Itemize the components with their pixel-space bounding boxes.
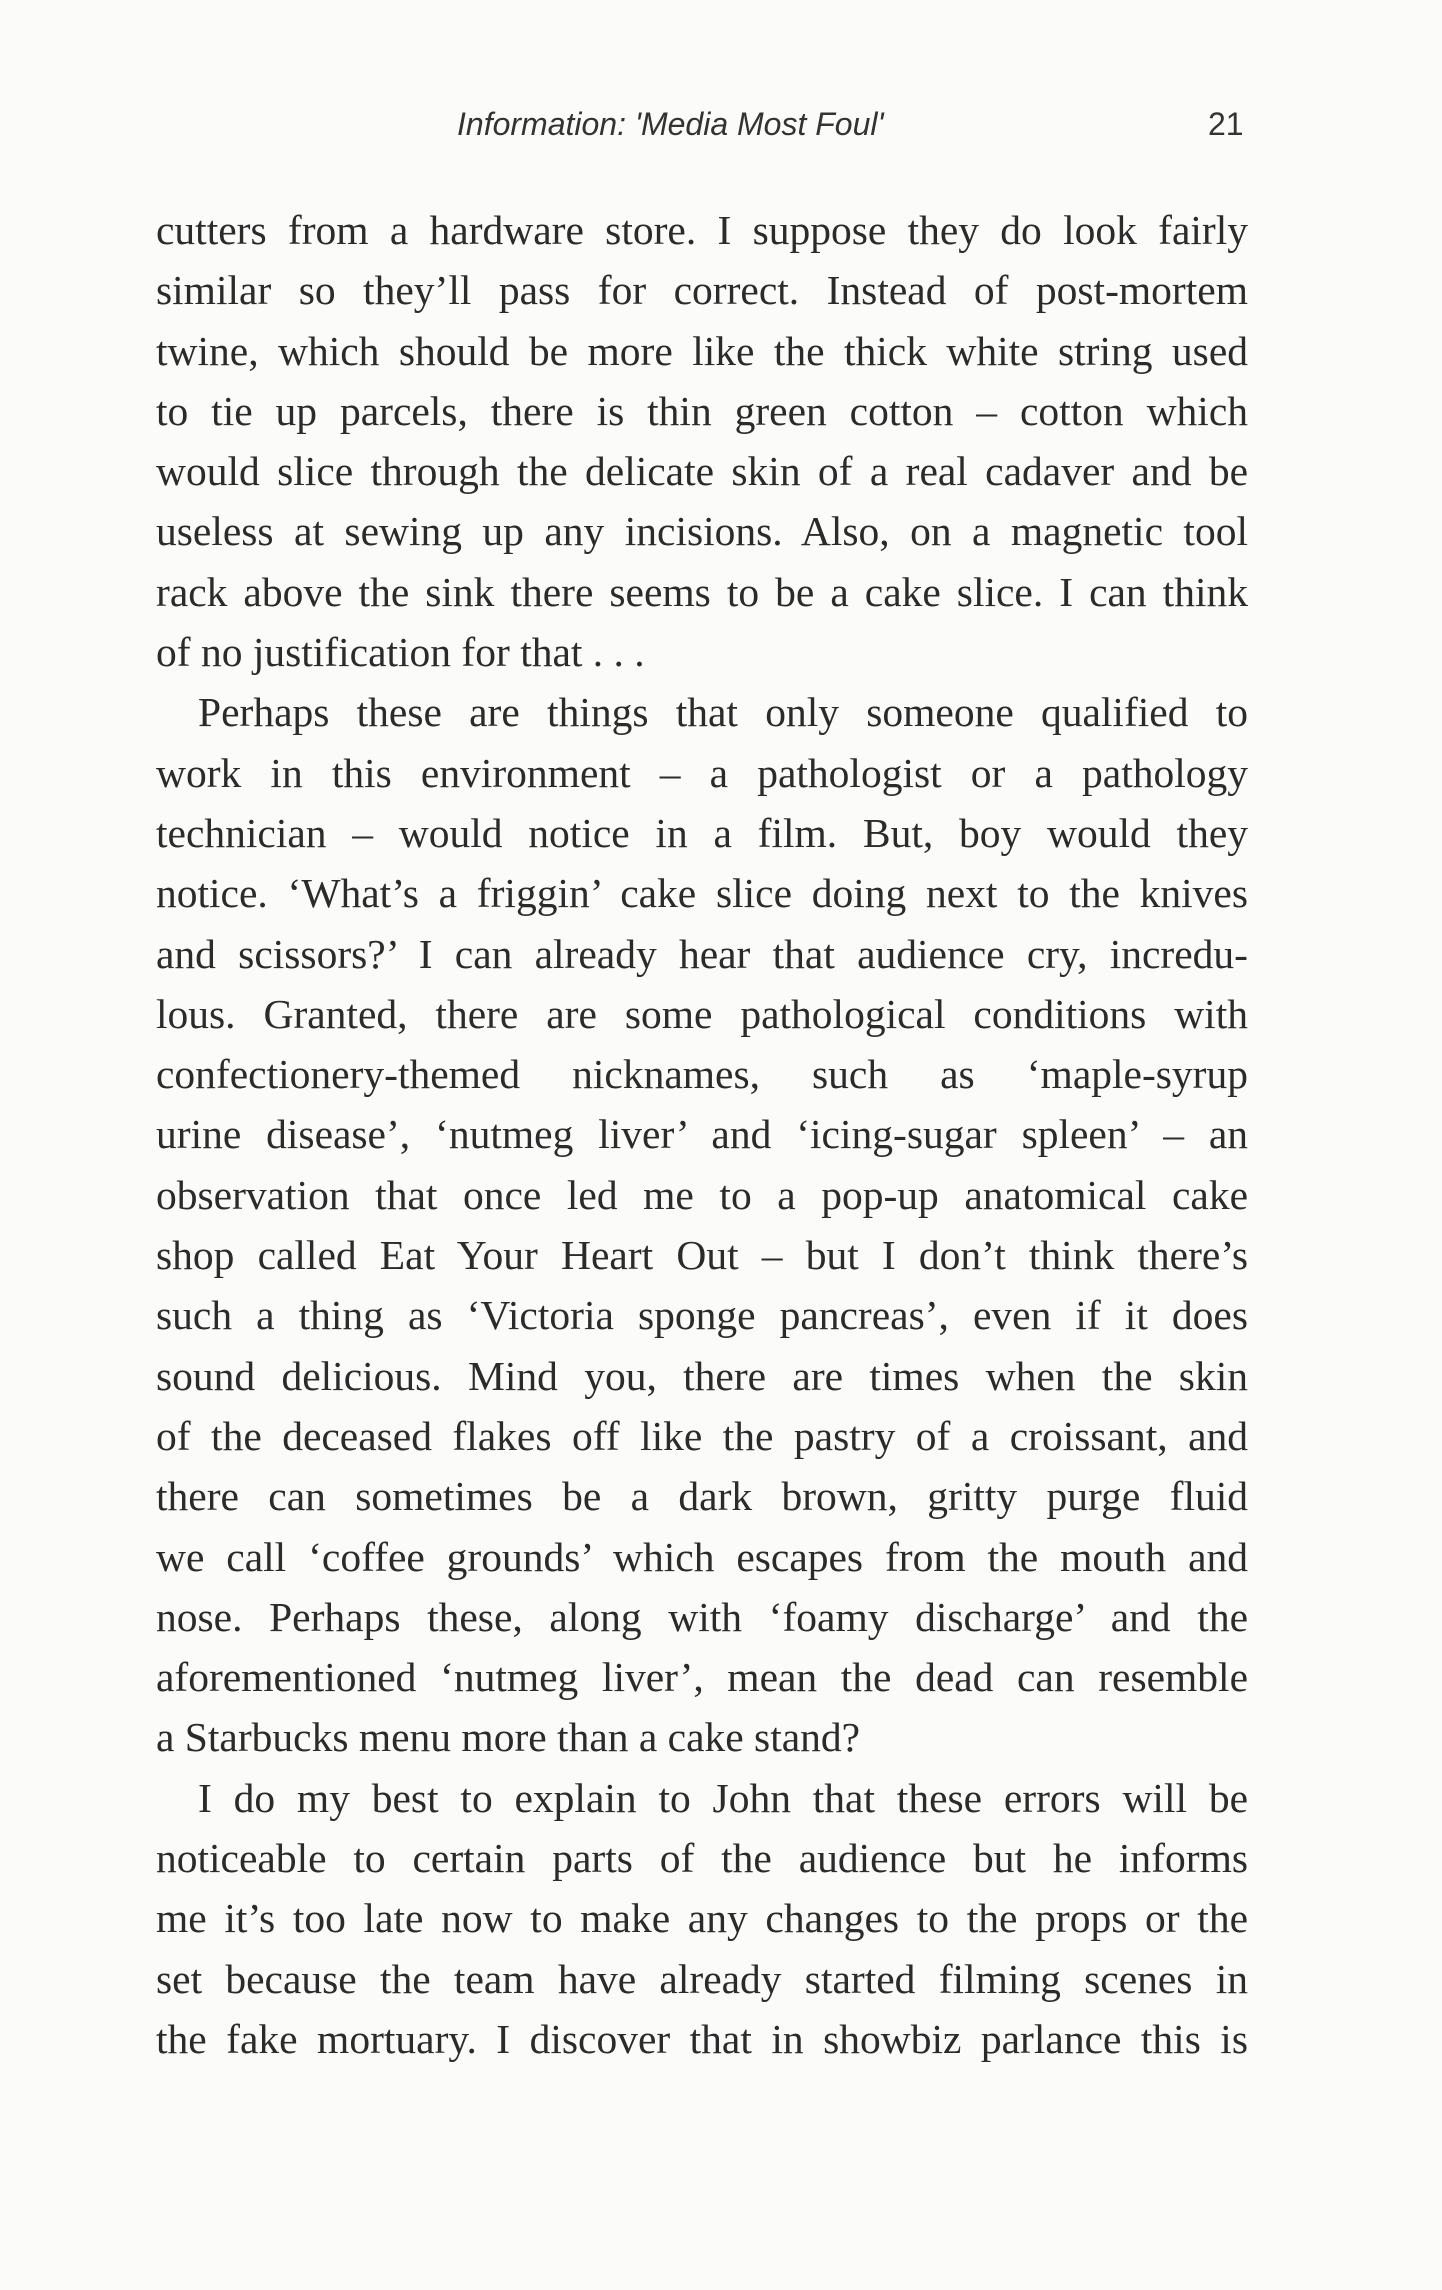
text-line: of no justification for that . . . xyxy=(156,629,645,676)
body-text xyxy=(156,200,1248,2069)
text-line: we call ‘coffee grounds’ which escapes from the mouth and xyxy=(156,1533,1248,1580)
text-line: and scissors?’ I can already hear that audience cry, incredu- xyxy=(156,930,1248,977)
text-line: technician – would notice in a film. But, boy would they xyxy=(156,809,1248,856)
text-line: Perhaps these are things that only someone qualified to xyxy=(198,689,1248,736)
paragraph-1 xyxy=(156,200,1248,682)
text-line: rack above the sink there seems to be a cake slice. I can think xyxy=(156,568,1248,615)
text-line: noticeable to certain parts of the audience but he informs xyxy=(156,1835,1248,1882)
text-line: such a thing as ‘Victoria sponge pancreas’, even if it does xyxy=(156,1292,1248,1339)
text-line: to tie up parcels, there is thin green cotton – cotton which xyxy=(156,387,1248,434)
text-line: observation that once led me to a pop-up anatomical cake xyxy=(156,1171,1248,1218)
text-line: there can sometimes be a dark brown, gritty purge fluid xyxy=(156,1473,1248,1520)
running-head xyxy=(0,106,1442,156)
running-title: Information: 'Media Most Foul' xyxy=(457,106,884,142)
text-line: useless at sewing up any incisions. Also, on a magnetic tool xyxy=(156,508,1248,555)
text-line: would slice through the delicate skin of a real cadaver and be xyxy=(156,448,1248,495)
text-line: I do my best to explain to John that these errors will be xyxy=(198,1774,1248,1821)
page-number: 21 xyxy=(1208,106,1244,142)
text-line: a Starbucks menu more than a cake stand? xyxy=(156,1714,861,1761)
text-line: lous. Granted, there are some pathological conditions with xyxy=(156,990,1248,1037)
text-line: similar so they’ll pass for correct. Instead of post-mortem xyxy=(156,267,1248,314)
text-line: twine, which should be more like the thick white string used xyxy=(156,327,1248,374)
text-line: shop called Eat Your Heart Out – but I don’t think there’s xyxy=(156,1232,1248,1279)
text-line: sound delicious. Mind you, there are times when the skin xyxy=(156,1352,1248,1399)
text-line: aforementioned ‘nutmeg liver’, mean the dead can resemble xyxy=(156,1654,1248,1701)
text-line: work in this environment – a pathologist or a pathology xyxy=(156,749,1248,796)
text-line: confectionery-themed nicknames, such as ‘maple-syrup xyxy=(156,1051,1248,1098)
paragraph-2 xyxy=(156,682,1248,1767)
paragraph-3 xyxy=(156,1768,1248,2069)
text-line: set because the team have already started filming scenes in xyxy=(156,1955,1248,2002)
text-line: notice. ‘What’s a friggin’ cake slice doing next to the knives xyxy=(156,870,1248,917)
text-line: urine disease’, ‘nutmeg liver’ and ‘icing-sugar spleen’ – an xyxy=(156,1111,1248,1158)
text-line: the fake mortuary. I discover that in showbiz parlance this is xyxy=(156,2015,1248,2062)
text-line: me it’s too late now to make any changes to the props or the xyxy=(156,1895,1248,1942)
text-line: of the deceased flakes off like the pastry of a croissant, and xyxy=(156,1412,1248,1459)
text-line: cutters from a hardware store. I suppose they do look fairly xyxy=(156,207,1248,253)
text-line: nose. Perhaps these, along with ‘foamy discharge’ and the xyxy=(156,1593,1248,1640)
